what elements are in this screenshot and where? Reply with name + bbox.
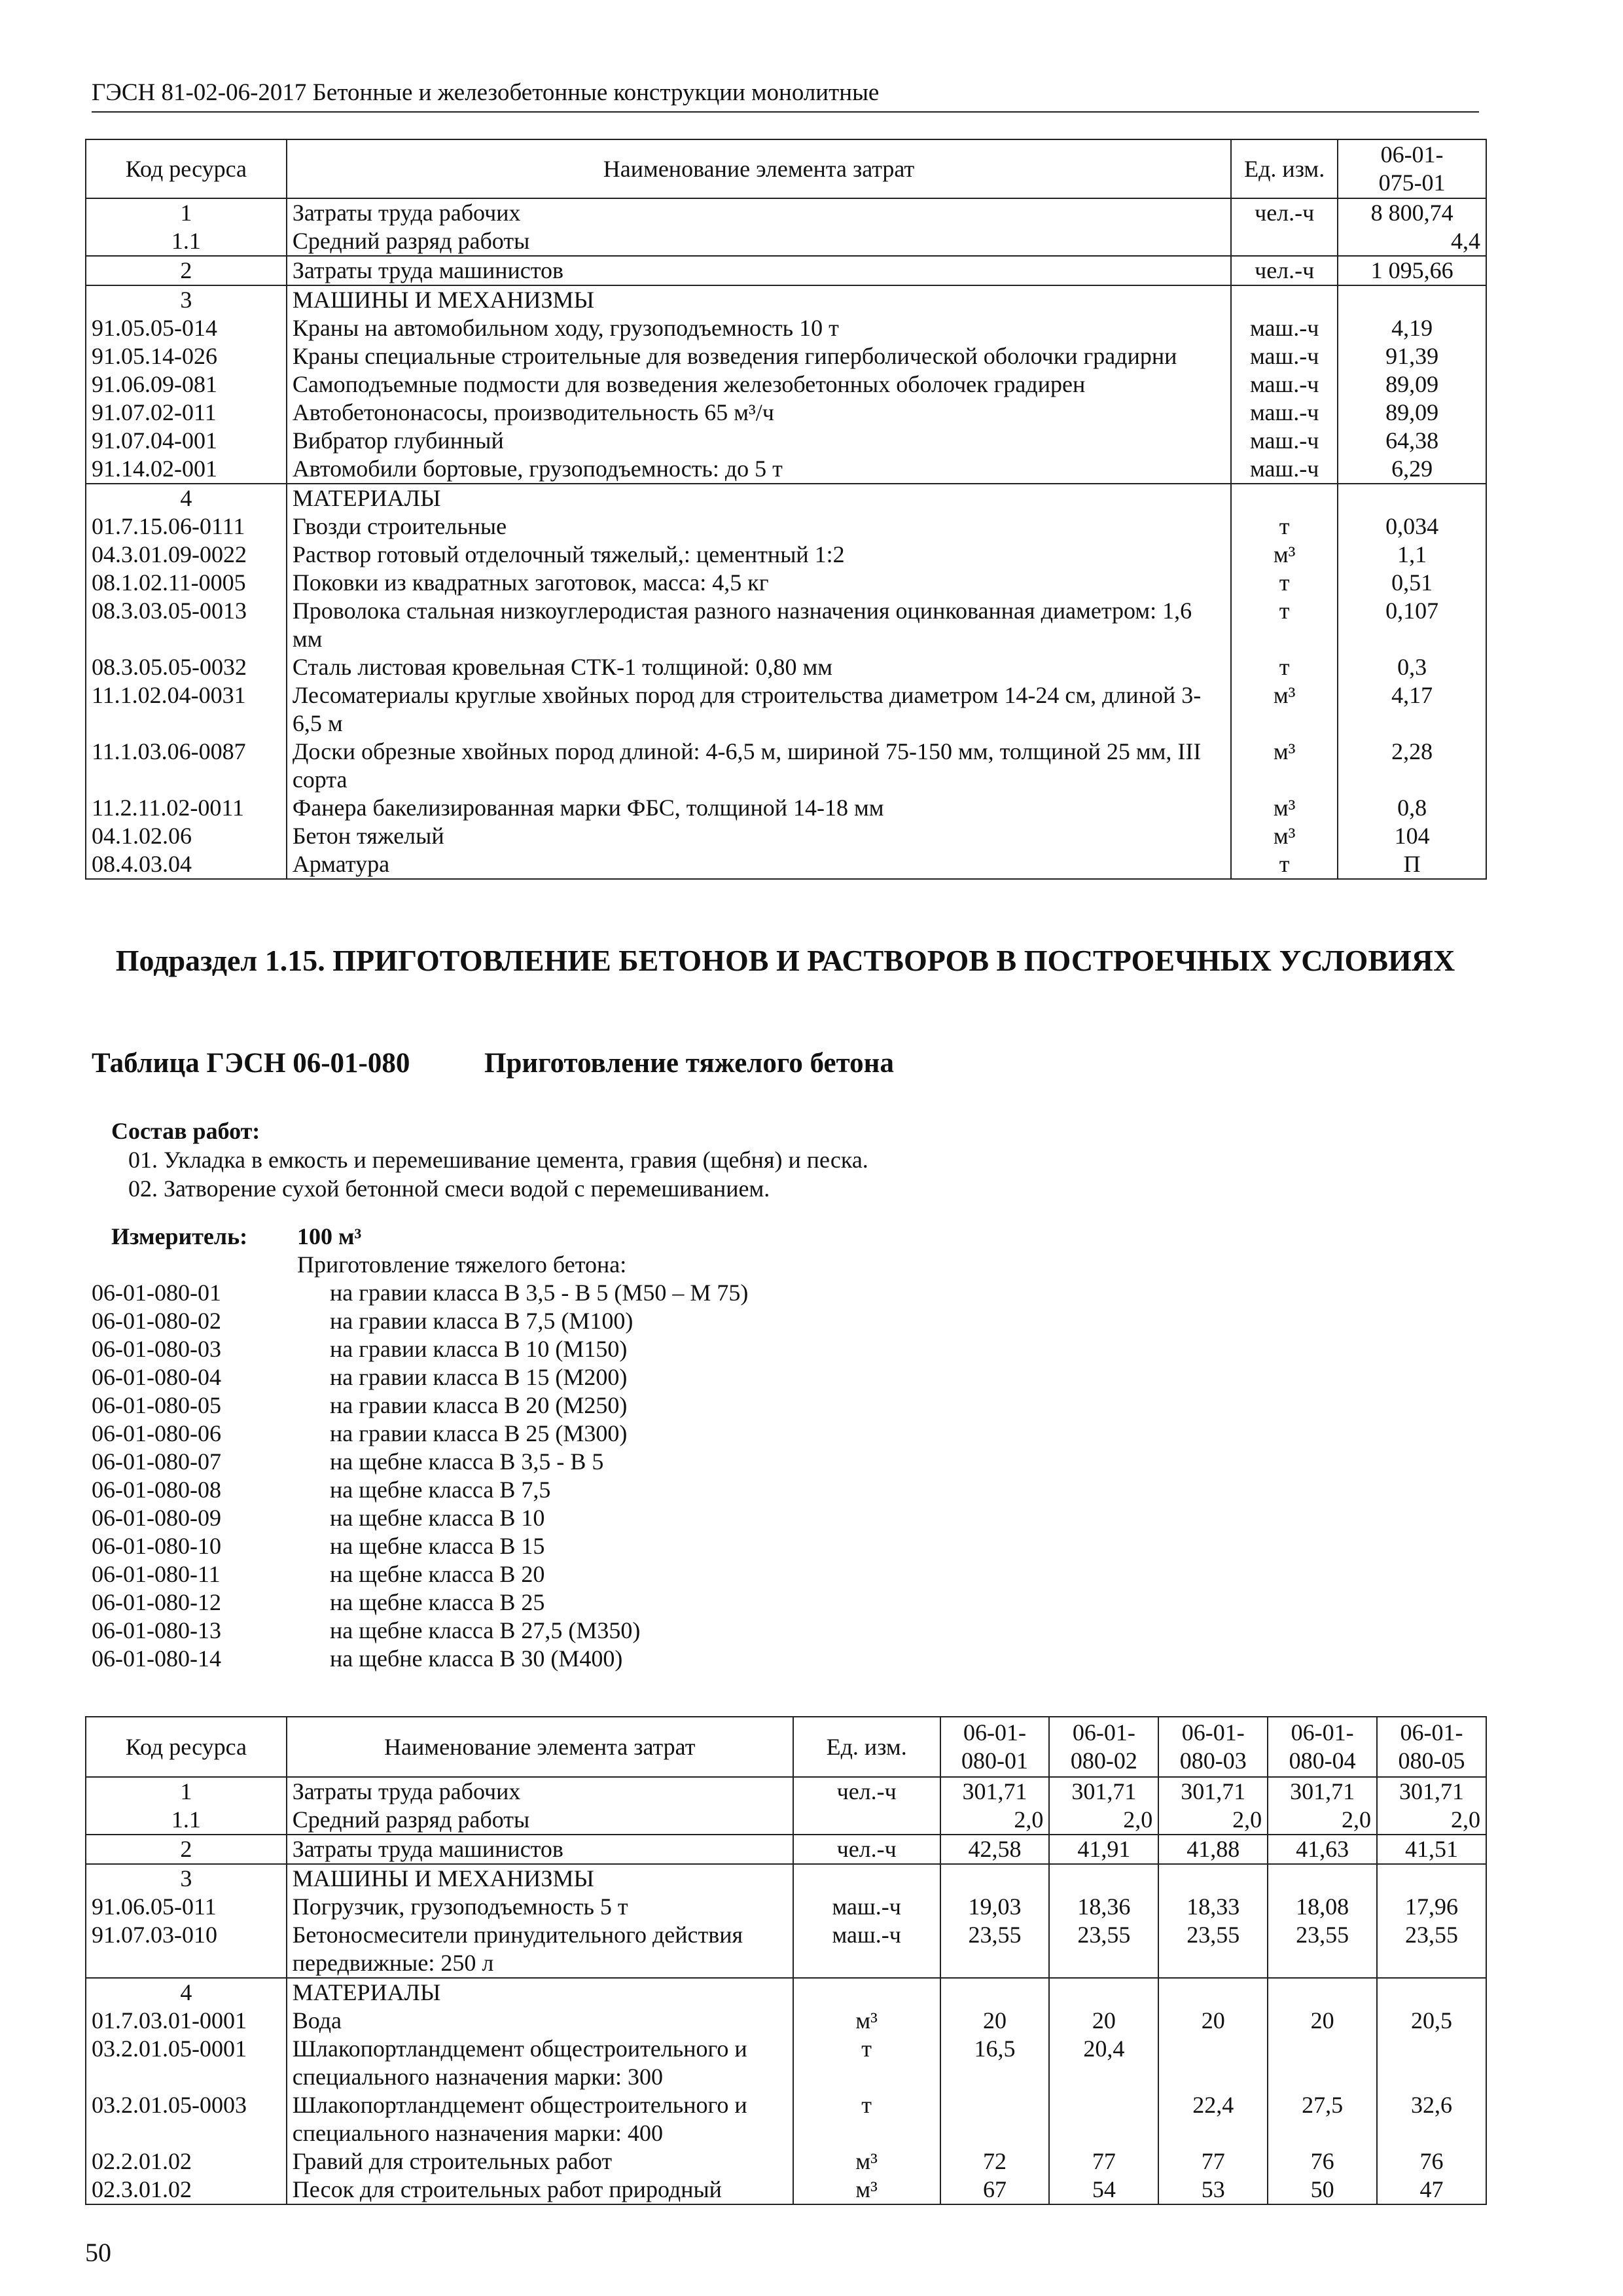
resource-value: 91,39	[1338, 342, 1486, 370]
resource-unit: т	[1231, 597, 1338, 653]
resource-unit	[793, 1978, 940, 2007]
resource-unit: маш.-ч	[793, 1893, 940, 1921]
resource-value: 20	[940, 2007, 1050, 2035]
item-text: на щебне класса В 3,5 - В 5	[330, 1448, 604, 1475]
resource-name: МАШИНЫ И МЕХАНИЗМЫ	[287, 1864, 793, 1893]
resource-name: Фанера бакелизированная марки ФБС, толщиной 14-18 мм	[287, 794, 1231, 822]
resource-value: 16,5	[940, 2035, 1050, 2091]
resource-unit: маш.-ч	[1231, 427, 1338, 455]
col-header-name: Наименование элемента затрат	[287, 1717, 793, 1777]
running-header: ГЭСН 81-02-06-2017 Бетонные и железобетонные конструкции монолитные	[92, 79, 1479, 113]
resource-value	[940, 2091, 1050, 2147]
resource-value: 1,1	[1338, 541, 1486, 569]
item-text: на щебне класса В 25	[330, 1589, 545, 1615]
resource-unit: м³	[1231, 794, 1338, 822]
resource-value: 64,38	[1338, 427, 1486, 455]
col-header-code: Код ресурса	[86, 139, 287, 198]
list-item	[92, 1420, 748, 1448]
resource-code: 91.07.04-001	[86, 427, 287, 455]
resource-value: 22,4	[1158, 2091, 1268, 2147]
item-code: 06-01-080-02	[92, 1308, 221, 1334]
resource-value: 19,03	[940, 1893, 1050, 1921]
resource-code: 1.1	[86, 1806, 287, 1835]
list-item	[92, 1391, 748, 1420]
resource-value: 41,51	[1377, 1835, 1486, 1864]
col-header-value: 06-01- 080-04	[1268, 1717, 1377, 1777]
table-row	[86, 569, 1486, 597]
resource-code: 08.4.03.04	[86, 850, 287, 879]
list-item	[92, 1588, 748, 1617]
resource-value: 32,6	[1377, 2091, 1486, 2147]
table-row	[86, 541, 1486, 569]
resource-code: 4	[86, 484, 287, 512]
table-row	[86, 2091, 1486, 2147]
table-row	[86, 342, 1486, 370]
resource-name: Краны специальные строительные для возведения гиперболической оболочки градирни	[287, 342, 1231, 370]
resource-value: 301,71	[940, 1777, 1050, 1806]
resource-value	[1338, 285, 1486, 314]
resource-value: 53	[1158, 2176, 1268, 2204]
resource-value	[1158, 1978, 1268, 2007]
resource-unit	[1231, 285, 1338, 314]
resource-unit: маш.-ч	[1231, 399, 1338, 427]
item-text: на щебне класса В 20	[330, 1561, 545, 1587]
resource-code: 91.05.14-026	[86, 342, 287, 370]
resource-value: 301,71	[1377, 1777, 1486, 1806]
resource-unit: чел.-ч	[1231, 256, 1338, 285]
resource-value: 72	[940, 2147, 1050, 2176]
resource-value: 20,4	[1049, 2035, 1158, 2091]
col-header-unit: Ед. изм.	[793, 1717, 940, 1777]
resource-value: 2,0	[1268, 1806, 1377, 1835]
table-row	[86, 2147, 1486, 2176]
item-code: 06-01-080-03	[92, 1336, 221, 1362]
table-row	[86, 227, 1486, 256]
resource-name: Погрузчик, грузоподъемность 5 т	[287, 1893, 793, 1921]
table-row	[86, 1835, 1486, 1864]
resource-value: 0,8	[1338, 794, 1486, 822]
resource-value: 18,33	[1158, 1893, 1268, 1921]
resource-unit: м³	[1231, 681, 1338, 738]
item-code: 06-01-080-11	[92, 1561, 221, 1587]
resource-unit: чел.-ч	[1231, 198, 1338, 227]
resource-code: 91.07.03-010	[86, 1921, 287, 1978]
item-text: на гравии класса В 10 (М150)	[330, 1336, 628, 1362]
resource-name: Проволока стальная низкоуглеродистая разного назначения оцинкованная диаметром: 1,6 мм	[287, 597, 1231, 653]
resource-name: Средний разряд работы	[287, 227, 1231, 256]
resource-code: 04.3.01.09-0022	[86, 541, 287, 569]
resource-name: Самоподъемные подмости для возведения железобетонных оболочек градирен	[287, 370, 1231, 399]
resource-unit: чел.-ч	[793, 1835, 940, 1864]
item-code: 06-01-080-01	[92, 1280, 221, 1306]
resource-code: 02.2.01.02	[86, 2147, 287, 2176]
list-item	[92, 1560, 748, 1588]
resource-value: 23,55	[1158, 1921, 1268, 1978]
resource-code: 08.3.05.05-0032	[86, 653, 287, 681]
resource-value: 23,55	[1268, 1921, 1377, 1978]
resource-code: 04.1.02.06	[86, 822, 287, 850]
table-row	[86, 681, 1486, 738]
resource-value: 76	[1268, 2147, 1377, 2176]
item-code: 06-01-080-05	[92, 1392, 221, 1418]
resource-value: 20	[1158, 2007, 1268, 2035]
resource-value: 18,08	[1268, 1893, 1377, 1921]
resource-code: 91.07.02-011	[86, 399, 287, 427]
resource-name: Шлакопортландцемент общестроительного и специального назначения марки: 400	[287, 2091, 793, 2147]
resource-unit: т	[1231, 850, 1338, 879]
meter-label: Измеритель:	[111, 1223, 248, 1249]
resource-code: 11.1.02.04-0031	[86, 681, 287, 738]
resource-unit: т	[1231, 653, 1338, 681]
resource-code: 1.1	[86, 227, 287, 256]
resource-value: 50	[1268, 2176, 1377, 2204]
table-row	[86, 1777, 1486, 1806]
resource-unit	[793, 1864, 940, 1893]
resource-unit	[793, 1806, 940, 1835]
table-row	[86, 822, 1486, 850]
resource-value: П	[1338, 850, 1486, 879]
resource-value: 89,09	[1338, 370, 1486, 399]
resource-value: 47	[1377, 2176, 1486, 2204]
table-body	[86, 1777, 1486, 2204]
table-row	[86, 455, 1486, 484]
resource-name: Краны на автомобильном ходу, грузоподъемность 10 т	[287, 314, 1231, 342]
table-row	[86, 794, 1486, 822]
table-row	[86, 2035, 1486, 2091]
table-row	[86, 256, 1486, 285]
resource-unit: т	[1231, 512, 1338, 541]
table-body	[86, 198, 1486, 879]
item-text: на гравии класса В 3,5 - В 5 (М50 – М 75)	[330, 1280, 749, 1306]
resource-code: 91.06.05-011	[86, 1893, 287, 1921]
resource-value: 2,28	[1338, 738, 1486, 794]
resource-value	[1338, 484, 1486, 512]
list-item	[92, 1617, 748, 1645]
resource-unit: т	[793, 2091, 940, 2147]
table-row	[86, 1921, 1486, 1978]
resource-code: 08.3.03.05-0013	[86, 597, 287, 653]
resource-value: 2,0	[940, 1806, 1050, 1835]
resource-unit: маш.-ч	[1231, 314, 1338, 342]
resource-unit: м³	[1231, 738, 1338, 794]
resource-value: 301,71	[1158, 1777, 1268, 1806]
resource-code: 1	[86, 198, 287, 227]
resource-code: 3	[86, 1864, 287, 1893]
list-item	[92, 1504, 748, 1532]
table-row	[86, 1806, 1486, 1835]
resource-code: 91.05.05-014	[86, 314, 287, 342]
resource-name: Затраты труда машинистов	[287, 256, 1231, 285]
resource-value: 0,034	[1338, 512, 1486, 541]
composition-item: 01. Укладка в емкость и перемешивание цемента, гравия (щебня) и песка.	[128, 1147, 868, 1173]
list-item	[92, 1363, 748, 1391]
list-item	[92, 1448, 748, 1476]
resource-value: 23,55	[1377, 1921, 1486, 1978]
resource-value: 42,58	[940, 1835, 1050, 1864]
resource-value	[1158, 1864, 1268, 1893]
resource-unit	[1231, 484, 1338, 512]
resource-value: 23,55	[940, 1921, 1050, 1978]
resource-value: 27,5	[1268, 2091, 1377, 2147]
resource-code: 02.3.01.02	[86, 2176, 287, 2204]
resource-name: Песок для строительных работ природный	[287, 2176, 793, 2204]
resource-value: 17,96	[1377, 1893, 1486, 1921]
item-text: на гравии класса В 7,5 (М100)	[330, 1308, 633, 1334]
resource-name: Затраты труда машинистов	[287, 1835, 793, 1864]
item-code: 06-01-080-10	[92, 1533, 221, 1559]
resource-code: 01.7.15.06-0111	[86, 512, 287, 541]
col-header-value: 06-01- 080-01	[940, 1717, 1050, 1777]
resource-table-06-01-080	[85, 1716, 1487, 2205]
table-row	[86, 850, 1486, 879]
work-composition	[111, 1117, 868, 1203]
resource-value: 20,5	[1377, 2007, 1486, 2035]
item-text: на гравии класса В 15 (М200)	[330, 1364, 628, 1390]
resource-value: 301,71	[1049, 1777, 1158, 1806]
table-row	[86, 198, 1486, 227]
resource-code: 03.2.01.05-0003	[86, 2091, 287, 2147]
col-header-value: 06-01- 080-02	[1049, 1717, 1158, 1777]
resource-name: МАШИНЫ И МЕХАНИЗМЫ	[287, 285, 1231, 314]
resource-value: 0,51	[1338, 569, 1486, 597]
resource-value	[1268, 1978, 1377, 2007]
resource-name: Вибратор глубинный	[287, 427, 1231, 455]
resource-value: 2,0	[1158, 1806, 1268, 1835]
resource-value	[1377, 1864, 1486, 1893]
resource-value	[1049, 2091, 1158, 2147]
composition-item: 02. Затворение сухой бетонной смеси водой с перемешиванием.	[128, 1175, 770, 1202]
resource-name: Лесоматериалы круглые хвойных пород для строительства диаметром 14-24 см, длиной 3-6,5 м	[287, 681, 1231, 738]
resource-unit: м³	[1231, 541, 1338, 569]
item-text: на щебне класса В 10	[330, 1505, 545, 1531]
subsection-title: Подраздел 1.15. ПРИГОТОВЛЕНИЕ БЕТОНОВ И РАСТВОРОВ В ПОСТРОЕЧНЫХ УСЛОВИЯХ	[115, 944, 1455, 977]
resource-value: 67	[940, 2176, 1050, 2204]
resource-value	[1377, 2035, 1486, 2091]
resource-value: 1 095,66	[1338, 256, 1486, 285]
resource-value: 2,0	[1049, 1806, 1158, 1835]
meter-intro: Приготовление тяжелого бетона:	[297, 1251, 627, 1278]
table-row	[86, 1864, 1486, 1893]
resource-value: 6,29	[1338, 455, 1486, 484]
resource-value: 0,3	[1338, 653, 1486, 681]
table-title	[92, 1047, 894, 1079]
resource-value	[940, 1978, 1050, 2007]
item-text: на щебне класса В 30 (М400)	[330, 1645, 623, 1672]
resource-value	[1049, 1978, 1158, 2007]
table-row	[86, 427, 1486, 455]
list-item	[92, 1335, 748, 1363]
resource-unit: чел.-ч	[793, 1777, 940, 1806]
resource-name: Автобетононасосы, производительность 65 м³/ч	[287, 399, 1231, 427]
list-item	[92, 1279, 748, 1307]
table-row	[86, 2176, 1486, 2204]
resource-name: Гвозди строительные	[287, 512, 1231, 541]
item-code: 06-01-080-06	[92, 1420, 221, 1446]
resource-value: 4,17	[1338, 681, 1486, 738]
resource-value: 8 800,74	[1338, 198, 1486, 227]
resource-value	[1377, 1978, 1486, 2007]
resource-value: 20	[1049, 2007, 1158, 2035]
resource-value: 77	[1049, 2147, 1158, 2176]
table-row	[86, 370, 1486, 399]
item-text: на гравии класса В 20 (М250)	[330, 1392, 628, 1418]
col-header-value: 06-01- 080-05	[1377, 1717, 1486, 1777]
resource-name: Затраты труда рабочих	[287, 198, 1231, 227]
col-header-value: 06-01- 080-03	[1158, 1717, 1268, 1777]
item-code: 06-01-080-07	[92, 1448, 221, 1475]
table-row	[86, 399, 1486, 427]
item-code: 06-01-080-12	[92, 1589, 221, 1615]
table-row	[86, 512, 1486, 541]
resource-unit: т	[793, 2035, 940, 2091]
resource-code: 91.06.09-081	[86, 370, 287, 399]
resource-code: 4	[86, 1978, 287, 2007]
item-code: 06-01-080-09	[92, 1505, 221, 1531]
resource-name: Бетоносмесители принудительного действия передвижные: 250 л	[287, 1921, 793, 1978]
resource-name: Вода	[287, 2007, 793, 2035]
page-number: 50	[85, 2238, 111, 2267]
list-item	[92, 1476, 748, 1504]
list-item	[92, 1645, 748, 1673]
resource-unit: м³	[793, 2147, 940, 2176]
item-code: 06-01-080-08	[92, 1477, 221, 1503]
resource-unit: м³	[1231, 822, 1338, 850]
resource-value	[1049, 1864, 1158, 1893]
resource-code: 2	[86, 256, 287, 285]
resource-code: 1	[86, 1777, 287, 1806]
resource-value: 54	[1049, 2176, 1158, 2204]
resource-code: 08.1.02.11-0005	[86, 569, 287, 597]
resource-name: Раствор готовый отделочный тяжелый,: цементный 1:2	[287, 541, 1231, 569]
resource-code: 91.14.02-001	[86, 455, 287, 484]
table-row	[86, 1893, 1486, 1921]
resource-code: 2	[86, 1835, 287, 1864]
resource-code: 01.7.03.01-0001	[86, 2007, 287, 2035]
resource-code: 11.2.11.02-0011	[86, 794, 287, 822]
resource-value: 77	[1158, 2147, 1268, 2176]
resource-value: 301,71	[1268, 1777, 1377, 1806]
table-row	[86, 653, 1486, 681]
table-title-code: Таблица ГЭСН 06-01-080	[92, 1048, 410, 1079]
resource-value: 41,63	[1268, 1835, 1377, 1864]
table-row	[86, 1978, 1486, 2007]
resource-unit: маш.-ч	[1231, 370, 1338, 399]
resource-name: Доски обрезные хвойных пород длиной: 4-6,5 м, шириной 75-150 мм, толщиной 25 мм, III сорта	[287, 738, 1231, 794]
resource-value: 4,4	[1338, 227, 1486, 256]
item-text: на щебне класса В 15	[330, 1533, 545, 1559]
resource-unit: м³	[793, 2176, 940, 2204]
resource-value: 89,09	[1338, 399, 1486, 427]
item-code: 06-01-080-13	[92, 1617, 221, 1643]
composition-heading: Состав работ:	[111, 1118, 260, 1144]
item-text: на щебне класса В 7,5	[330, 1477, 551, 1503]
resource-name: Затраты труда рабочих	[287, 1777, 793, 1806]
resource-value: 41,88	[1158, 1835, 1268, 1864]
col-header-value: 06-01- 075-01	[1338, 139, 1486, 198]
resource-value: 20	[1268, 2007, 1377, 2035]
list-item	[92, 1532, 748, 1560]
col-header-name: Наименование элемента затрат	[287, 139, 1231, 198]
list-item	[92, 1307, 748, 1335]
meter-list	[92, 1279, 748, 1673]
meter-block	[92, 1223, 748, 1673]
resource-name: Шлакопортландцемент общестроительного и специального назначения марки: 300	[287, 2035, 793, 2091]
table-row	[86, 285, 1486, 314]
item-text: на гравии класса В 25 (М300)	[330, 1420, 628, 1446]
resource-name: МАТЕРИАЛЫ	[287, 484, 1231, 512]
resource-value	[940, 1864, 1050, 1893]
resource-name: Автомобили бортовые, грузоподъемность: до 5 т	[287, 455, 1231, 484]
item-code: 06-01-080-14	[92, 1645, 221, 1672]
resource-name: Арматура	[287, 850, 1231, 879]
meter-value: 100 м³	[297, 1223, 362, 1249]
resource-unit: маш.-ч	[1231, 342, 1338, 370]
item-code: 06-01-080-04	[92, 1364, 221, 1390]
resource-unit: м³	[793, 2007, 940, 2035]
resource-name: Средний разряд работы	[287, 1806, 793, 1835]
table-row	[86, 597, 1486, 653]
resource-value: 23,55	[1049, 1921, 1158, 1978]
table-title-name: Приготовление тяжелого бетона	[484, 1048, 894, 1079]
table-row	[86, 2007, 1486, 2035]
resource-unit: т	[1231, 569, 1338, 597]
resource-unit: маш.-ч	[1231, 455, 1338, 484]
resource-code: 3	[86, 285, 287, 314]
resource-name: МАТЕРИАЛЫ	[287, 1978, 793, 2007]
resource-value: 2,0	[1377, 1806, 1486, 1835]
resource-name: Сталь листовая кровельная СТК-1 толщиной: 0,80 мм	[287, 653, 1231, 681]
resource-code: 03.2.01.05-0001	[86, 2035, 287, 2091]
resource-name: Гравий для строительных работ	[287, 2147, 793, 2176]
resource-value	[1158, 2035, 1268, 2091]
resource-value: 4,19	[1338, 314, 1486, 342]
resource-value: 76	[1377, 2147, 1486, 2176]
resource-code: 11.1.03.06-0087	[86, 738, 287, 794]
table-row	[86, 484, 1486, 512]
resource-value: 104	[1338, 822, 1486, 850]
resource-value: 41,91	[1049, 1835, 1158, 1864]
resource-unit	[1231, 227, 1338, 256]
resource-name: Поковки из квадратных заготовок, масса: 4,5 кг	[287, 569, 1231, 597]
resource-value: 18,36	[1049, 1893, 1158, 1921]
col-header-code: Код ресурса	[86, 1717, 287, 1777]
table-row	[86, 738, 1486, 794]
resource-value	[1268, 1864, 1377, 1893]
item-text: на щебне класса В 27,5 (М350)	[330, 1617, 641, 1643]
resource-unit: маш.-ч	[793, 1921, 940, 1978]
col-header-unit: Ед. изм.	[1231, 139, 1338, 198]
table-row	[86, 314, 1486, 342]
resource-value	[1268, 2035, 1377, 2091]
resource-name: Бетон тяжелый	[287, 822, 1231, 850]
resource-value: 0,107	[1338, 597, 1486, 653]
resource-table-06-01-075	[85, 139, 1487, 880]
